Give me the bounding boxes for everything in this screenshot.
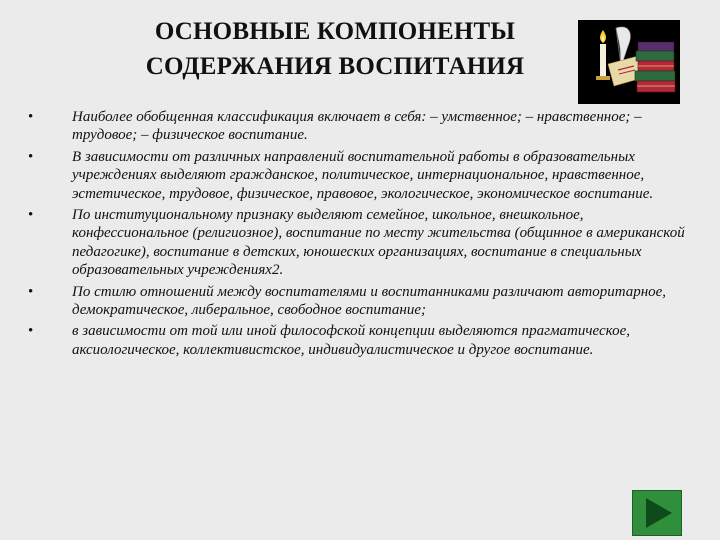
clipart-illustration [578,20,680,104]
bullet-text: По стилю отношений между воспитателями и воспитанниками различают авторитарное, демократическое, либеральное, свободное воспитание; [72,283,667,319]
play-triangle-icon [633,491,681,535]
bullet-item [28,322,688,359]
bullet-text: в зависимости от той или иной философской концепции выделяются прагматическое, аксиологическое, коллективистское, индивидуалистическое и другое воспитание. [72,323,630,358]
next-slide-button[interactable] [632,490,682,536]
bullet-text: Наиболее обобщенная классификация включает в себя: – умственное; – нравственное; – трудовое; – физическое воспитание. [72,109,642,144]
bullet-item [28,206,688,280]
bullet-item [28,283,688,320]
bullet-text: В зависимости от различных направлений воспитательной работы в образовательных учреждениях выделяют гражданское, политическое, интернациональное, нравственное, эстетическое, трудовое, физическое, правовое, экологическое, экономическое воспитание. [72,148,654,202]
bullet-marker: • [28,283,34,300]
bullet-marker: • [28,109,34,125]
bullet-list [28,108,688,362]
bullet-text: По институциональному признаку выделяют семейное, школьное, внешкольное, конфессиональное (религиозное), воспитание по месту жительства (общинное в американской педагогике), воспитание в детских, юношеских организациях, воспитание в специальных образовательных учреждениях2. [72,207,685,279]
bullet-marker: • [28,323,34,340]
bullet-item [28,108,688,145]
slide-title [80,14,590,84]
books-candle-quill-icon [578,20,680,104]
slide-title-line-1: ОСНОВНЫЕ КОМПОНЕНТЫ [154,18,516,45]
bullet-marker: • [28,207,34,224]
slide-title-line-2: СОДЕРЖАНИЯ ВОСПИТАНИЯ [145,53,525,80]
bullet-item [28,148,688,203]
bullet-marker: • [28,148,34,165]
